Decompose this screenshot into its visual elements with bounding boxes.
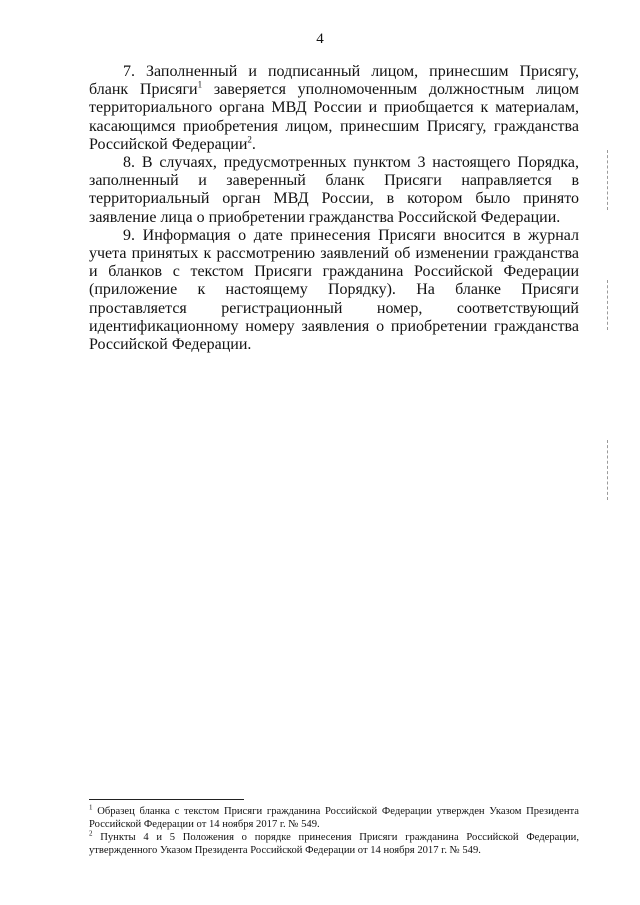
paragraph-7 — [89, 63, 579, 154]
scan-margin-mark — [607, 280, 608, 330]
footnote-1 — [89, 803, 579, 831]
footnote-2 — [89, 829, 579, 857]
footnote-ref-2: 2 — [247, 134, 252, 145]
paragraph-7-text-end: . — [251, 135, 256, 153]
document-body — [89, 63, 579, 354]
paragraph-7-text: 7. Заполненный и подписанный лицом, принесшим Присягу, бланк Присяги — [89, 63, 579, 99]
paragraph-8: 8. В случаях, предусмотренных пунктом 3 настоящего Порядка, заполненный и заверенный бланк Присяги направляется в территориальный орган МВД России, в котором было принято заявление лица о приобретении гражданства Российской Федерации. — [89, 154, 579, 226]
paragraph-7-text-continued: заверяется уполномоченным должностным лицом территориального органа МВД России и приобщается к материалам, касающимся приобретения лицом, принесшим Присягу, гражданства Российской Федерации — [89, 81, 579, 153]
footnote-separator — [89, 799, 244, 800]
footnote-ref-1: 1 — [197, 79, 203, 90]
footnote-1-text: Образец бланка с текстом Присяги гражданина Российской Федерации утвержден Указом Президента Российской Федерации от 14 ноября 2017 г. № 549. — [89, 806, 579, 830]
footnotes — [89, 803, 579, 857]
page-number: 4 — [316, 31, 324, 47]
footnote-2-marker: 2 — [89, 829, 93, 838]
scan-margin-mark — [607, 440, 608, 500]
scan-margin-mark — [607, 150, 608, 210]
footnote-2-text: Пункты 4 и 5 Положения о порядке принесения Присяги гражданина Российской Федерации, утвержденного Указом Президента Российской Федерации от 14 ноября 2017 г. № 549. — [89, 832, 579, 856]
paragraph-9: 9. Информация о дате принесения Присяги вносится в журнал учета принятых к рассмотрению заявлений об изменении гражданства и бланков с текстом Присяги гражданина Российской Федерации (приложение к настоящему Порядку). На бланке Присяги проставляется регистрационный номер, соответствующий идентификационному номеру заявления о приобретении гражданства Российской Федерации. — [89, 226, 579, 354]
footnote-1-marker: 1 — [89, 803, 93, 812]
